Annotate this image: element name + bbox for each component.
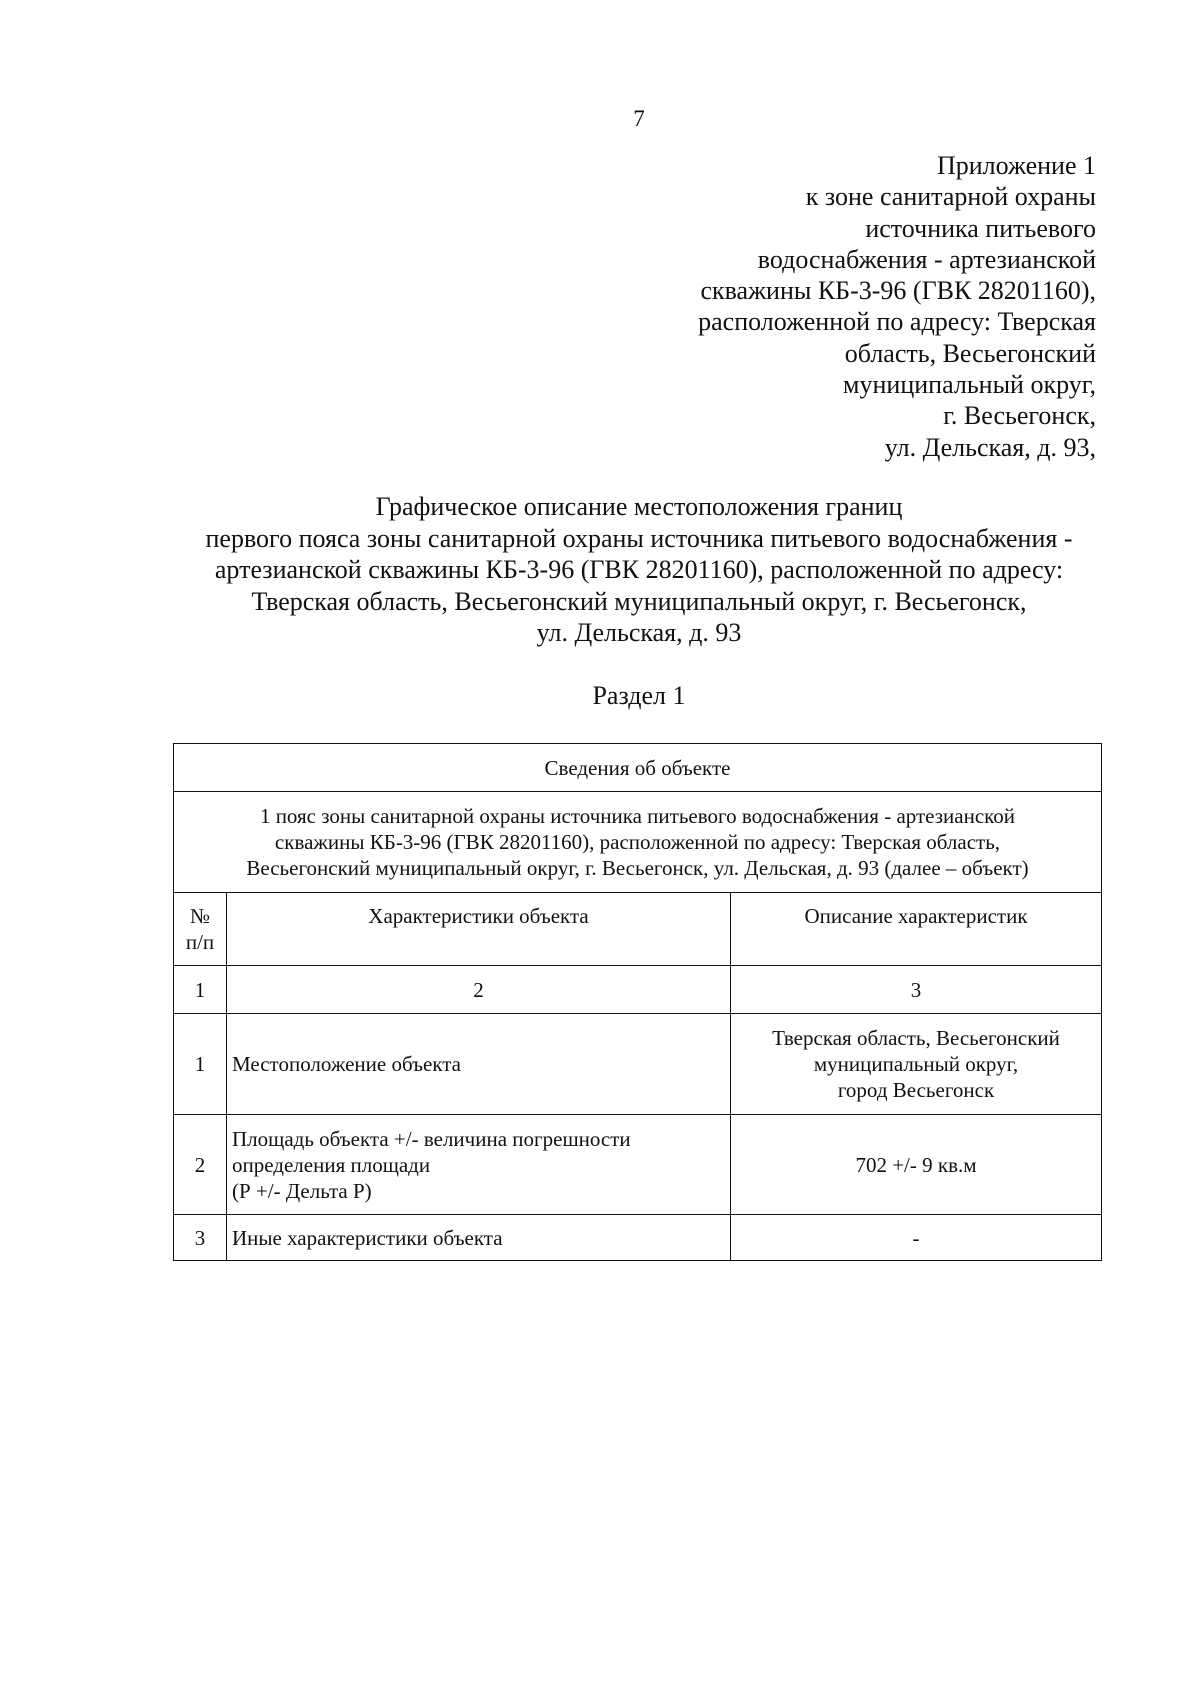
table-header-row <box>174 893 1102 966</box>
header-description: Описание характеристик <box>731 893 1102 966</box>
object-description: 1 пояс зоны санитарной охраны источника питьевого водоснабжения - артезианской скважины КБ-3-96 (ГВК 28201160), расположенной по адресу: Тверская область, Весьегонский муниципальный округ, г. Весьегонск, ул. Дельская, д. 93 (далее – объект) <box>174 792 1102 893</box>
row-number: 2 <box>174 1115 227 1215</box>
title-line: Тверская область, Весьегонский муниципальный округ, г. Весьегонск, <box>251 586 1027 616</box>
column-number: 3 <box>731 966 1102 1014</box>
appendix-line: водоснабжения - артезианской <box>757 244 1096 274</box>
appendix-line: муниципальный округ, <box>843 370 1096 400</box>
table-row <box>174 1115 1102 1215</box>
row-number: 3 <box>174 1215 227 1261</box>
table-caption: Сведения об объекте <box>174 744 1102 792</box>
appendix-line: источника питьевого <box>865 213 1096 243</box>
column-number: 2 <box>227 966 731 1014</box>
row-description: - <box>731 1215 1102 1261</box>
title-line: первого пояса зоны санитарной охраны источника питьевого водоснабжения - <box>205 523 1073 553</box>
row-number: 1 <box>174 1014 227 1115</box>
appendix-block <box>536 150 1096 463</box>
row-description: 702 +/- 9 кв.м <box>731 1115 1102 1215</box>
object-info-table <box>173 743 1102 1261</box>
row-characteristic: Местоположение объекта <box>227 1014 731 1115</box>
section-heading: Раздел 1 <box>592 681 686 710</box>
appendix-line: к зоне санитарной охраны <box>805 182 1096 212</box>
document-title <box>0 491 1200 649</box>
appendix-line: область, Весьегонский <box>844 338 1096 368</box>
page-number: 7 <box>633 106 645 131</box>
appendix-line: ул. Дельская, д. 93, <box>884 432 1096 462</box>
appendix-line: расположенной по адресу: Тверская <box>698 307 1096 337</box>
table-row <box>174 1014 1102 1115</box>
column-number: 1 <box>174 966 227 1014</box>
row-characteristic: Площадь объекта +/- величина погрешности определения площади (Р +/- Дельта Р) <box>227 1115 731 1215</box>
header-number: № п/п <box>174 893 227 966</box>
column-numbers-row <box>174 966 1102 1014</box>
header-characteristics: Характеристики объекта <box>227 893 731 966</box>
appendix-line: Приложение 1 <box>936 151 1096 180</box>
row-characteristic: Иные характеристики объекта <box>227 1215 731 1261</box>
title-line: артезианской скважины КБ-3-96 (ГВК 28201160), расположенной по адресу: <box>214 555 1064 584</box>
table-caption-row <box>174 744 1102 792</box>
title-line: Графическое описание местоположения границ <box>375 492 903 521</box>
appendix-line: г. Весьегонск, <box>943 401 1096 431</box>
appendix-line: скважины КБ-3-96 (ГВК 28201160), <box>700 276 1096 306</box>
object-description-row <box>174 792 1102 893</box>
row-description: Тверская область, Весьегонский муниципальный округ, город Весьегонск <box>731 1014 1102 1115</box>
title-line: ул. Дельская, д. 93 <box>536 618 742 647</box>
table-row <box>174 1215 1102 1261</box>
